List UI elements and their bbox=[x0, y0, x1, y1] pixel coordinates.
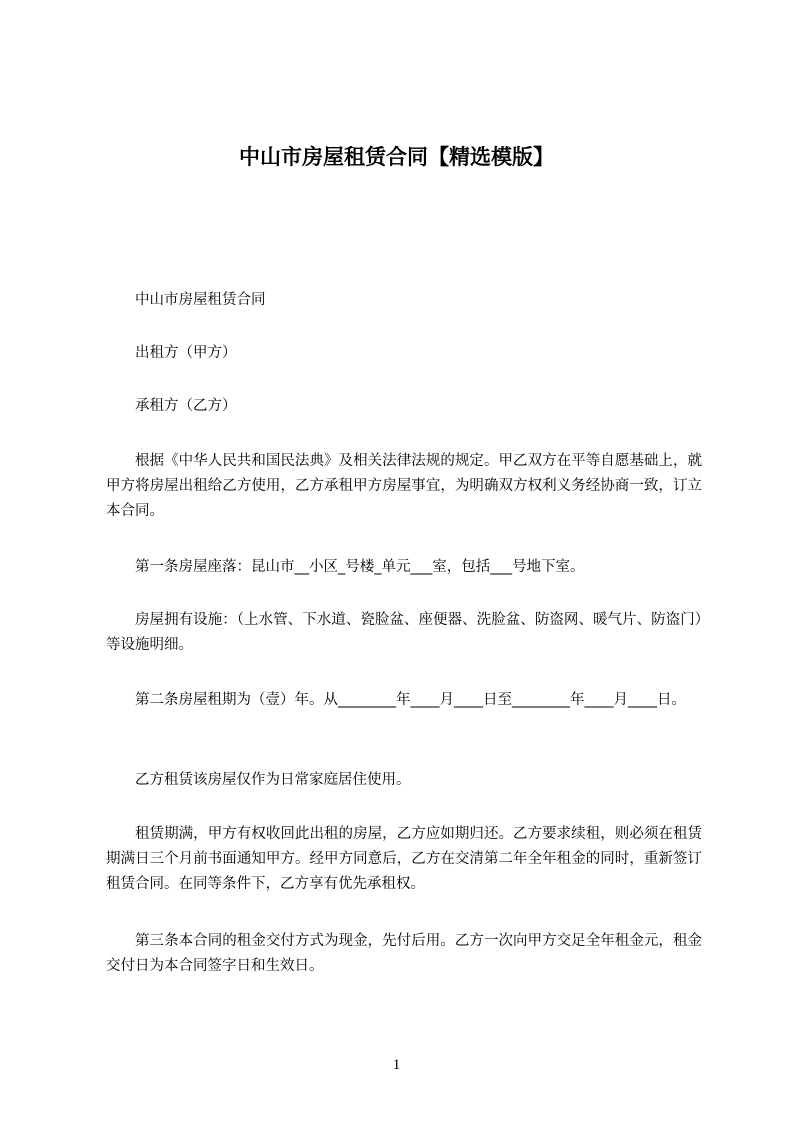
article-1-location: 第一条房屋座落：昆山市__小区_号楼_单元___室，包括___号地下室。 bbox=[135, 559, 585, 575]
article-2-lease-term: 第二条房屋租期为（壹）年。从________年____月____日至________年____月____日。 bbox=[135, 692, 686, 708]
facilities-paragraph: 房屋拥有设施：（上水管、下水道、瓷脸盆、座便器、洗脸盆、防盗网、暖气片、防盗门）等设施明细。 bbox=[106, 612, 702, 653]
lessor-line: 出租方（甲方） bbox=[135, 345, 237, 361]
preamble-paragraph: 根据《中华人民共和国民法典》及相关法律法规的规定。甲乙双方在平等自愿基础上，就甲方将房屋出租给乙方使用，乙方承租甲方房屋事宜，为明确双方权利义务经协商一致，订立本合同。 bbox=[106, 453, 702, 519]
renewal-paragraph: 租赁期满，甲方有权收回此出租的房屋，乙方应如期归还。乙方要求续租，则必须在租赁期满日三个月前书面通知甲方。经甲方同意后，乙方在交清第二年全年租金的同时，重新签订租赁合同。在同等条件下，乙方享有优先承租权。 bbox=[106, 826, 702, 892]
document-title: 中山市房屋租赁合同【精选模版】 bbox=[239, 145, 554, 169]
contract-name-line: 中山市房屋租赁合同 bbox=[135, 292, 266, 308]
page-number: 1 bbox=[392, 1057, 401, 1073]
article-3-payment: 第三条本合同的租金交付方式为现金，先付后用。乙方一次向甲方交足全年租金元，租金交付日为本合同签字日和生效日。 bbox=[106, 933, 702, 974]
lessee-line: 承租方（乙方） bbox=[135, 398, 237, 414]
usage-paragraph: 乙方租赁该房屋仅作为日常家庭居住使用。 bbox=[135, 772, 411, 788]
